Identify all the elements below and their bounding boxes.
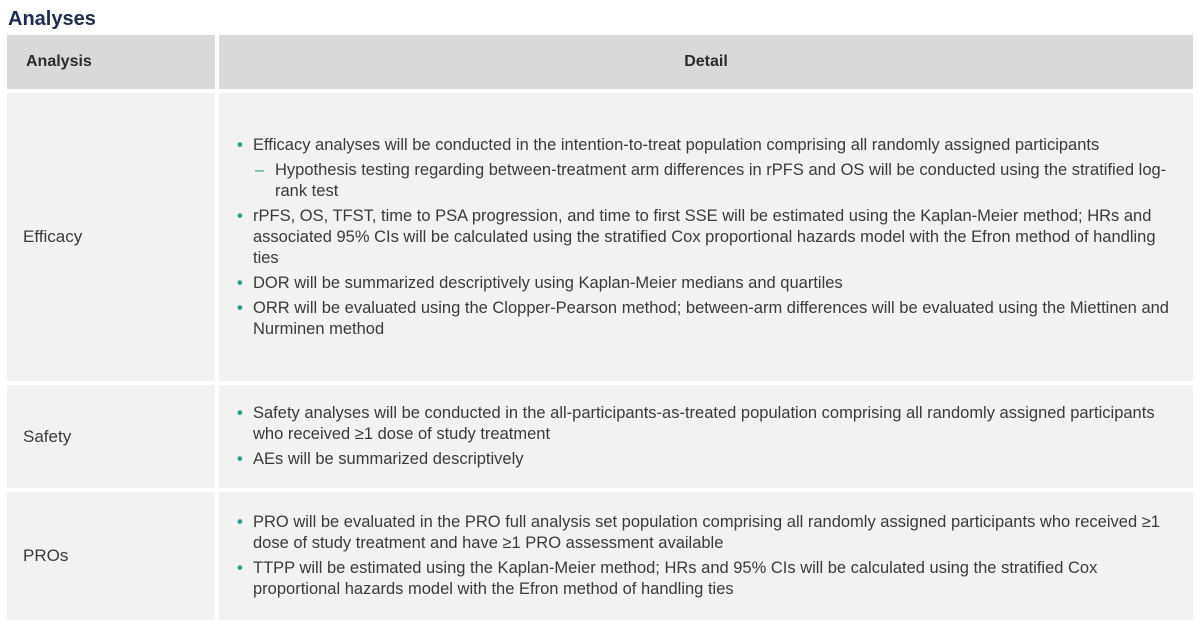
list-item xyxy=(235,558,1175,600)
row-detail-pros xyxy=(219,492,1193,620)
bullet-text: Safety analyses will be conducted in the all-participants-as-treated population comprising all randomly assigned participants who received ≥1 dose of study treatment xyxy=(253,404,1155,443)
analyses-table xyxy=(7,35,1193,620)
row-label-pros: PROs xyxy=(7,492,215,620)
bullet-text: Efficacy analyses will be conducted in the intention-to-treat population comprising all randomly assigned participants xyxy=(253,135,1100,154)
row-label-safety: Safety xyxy=(7,385,215,488)
list-item xyxy=(235,273,1175,294)
dash-icon: – xyxy=(255,160,265,179)
pros-bullet-list xyxy=(235,512,1175,600)
bullet-text: PRO will be evaluated in the PRO full analysis set population comprising all randomly assigned participants who received ≥1 dose of study treatment and have ≥1 PRO assessment available xyxy=(253,513,1160,552)
row-label-efficacy: Efficacy xyxy=(7,93,215,381)
sub-list-item xyxy=(253,160,1175,202)
bullet-dot-icon: • xyxy=(237,298,243,317)
row-detail-safety xyxy=(219,385,1193,488)
bullet-text: DOR will be summarized descriptively using Kaplan-Meier medians and quartiles xyxy=(253,273,843,292)
page-title: Analyses xyxy=(8,8,96,30)
bullet-text: AEs will be summarized descriptively xyxy=(253,450,524,468)
header-analysis: Analysis xyxy=(7,35,215,89)
list-item xyxy=(235,449,1175,470)
bullet-dot-icon: • xyxy=(237,450,243,468)
list-item xyxy=(235,403,1175,445)
row-detail-efficacy xyxy=(219,93,1193,381)
sub-bullet-text: Hypothesis testing regarding between-treatment arm differences in rPFS and OS will be conducted using the stratified log-rank test xyxy=(275,160,1167,200)
header-detail: Detail xyxy=(219,35,1193,89)
bullet-text: rPFS, OS, TFST, time to PSA progression, and time to first SSE will be estimated using the Kaplan-Meier method; HRs and associated 95% CIs will be calculated using the stratified Cox proportional hazards model with the Efron method of handling ties xyxy=(253,206,1156,267)
bullet-dot-icon: • xyxy=(237,135,243,154)
bullet-text: ORR will be evaluated using the Clopper-Pearson method; between-arm differences will be evaluated using the Miettinen and Nurminen method xyxy=(253,298,1169,338)
list-item xyxy=(235,135,1175,202)
efficacy-sub-bullet-list xyxy=(253,160,1175,202)
bullet-dot-icon: • xyxy=(237,559,243,577)
bullet-dot-icon: • xyxy=(237,404,243,422)
bullet-dot-icon: • xyxy=(237,273,243,292)
efficacy-bullet-list xyxy=(235,135,1175,340)
list-item xyxy=(235,298,1175,340)
bullet-dot-icon: • xyxy=(237,206,243,225)
safety-bullet-list xyxy=(235,403,1175,470)
bullet-dot-icon: • xyxy=(237,513,243,531)
bullet-text: TTPP will be estimated using the Kaplan-Meier method; HRs and 95% CIs will be calculated using the stratified Cox proportional hazards model with the Efron method of handling ties xyxy=(253,559,1098,598)
list-item xyxy=(235,512,1175,554)
list-item xyxy=(235,206,1175,269)
